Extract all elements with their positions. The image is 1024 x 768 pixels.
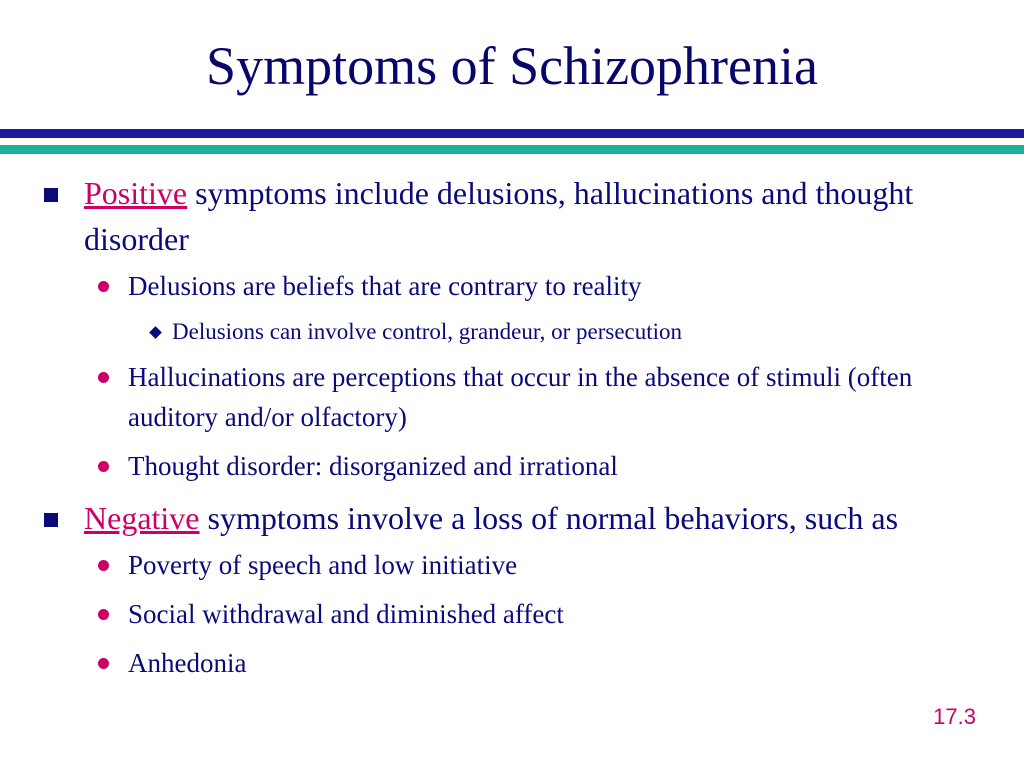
bullet-hallucinations — [0, 357, 1024, 437]
page-number: 17.3 — [933, 704, 976, 729]
bullet-positive — [0, 170, 1024, 262]
positive-text: symptoms include delusions, hallucinations and thought disorder — [84, 175, 914, 257]
delusions-text: Delusions are beliefs that are contrary to reality — [128, 271, 642, 301]
bullet-delusions-detail — [0, 315, 1024, 349]
bullet-anhedonia — [0, 643, 1024, 683]
bullet-thought-disorder — [0, 446, 1024, 486]
slide-content — [0, 170, 1024, 692]
hallucinations-text: Hallucinations are perceptions that occur in the absence of stimuli (often auditory and/or olfactory) — [128, 362, 913, 432]
delusions-detail-text: Delusions can involve control, grandeur, or persecution — [172, 319, 683, 344]
dot-bullet-icon — [98, 372, 109, 383]
square-bullet-icon — [44, 513, 58, 527]
bullet-delusions — [0, 266, 1024, 306]
dot-bullet-icon — [98, 609, 109, 620]
dot-bullet-icon — [98, 461, 109, 472]
dot-bullet-icon — [98, 560, 109, 571]
bullet-social-withdrawal — [0, 594, 1024, 634]
dot-bullet-icon — [98, 281, 109, 292]
poverty-of-speech-text: Poverty of speech and low initiative — [128, 550, 518, 580]
negative-keyword: Negative — [84, 500, 200, 536]
title-rule-teal — [0, 145, 1024, 154]
social-withdrawal-text: Social withdrawal and diminished affect — [128, 599, 564, 629]
negative-text: symptoms involve a loss of normal behaviors, such as — [199, 500, 899, 536]
anhedonia-text: Anhedonia — [128, 648, 247, 678]
bullet-negative — [0, 495, 1024, 541]
thought-disorder-text: Thought disorder: disorganized and irrational — [128, 451, 618, 481]
bullet-poverty-of-speech — [0, 545, 1024, 585]
diamond-bullet-icon — [149, 326, 162, 339]
title-rule-blue — [0, 129, 1024, 138]
square-bullet-icon — [44, 188, 58, 202]
slide-title: Symptoms of Schizophrenia — [206, 36, 818, 96]
positive-keyword: Positive — [84, 175, 188, 211]
dot-bullet-icon — [98, 658, 109, 669]
